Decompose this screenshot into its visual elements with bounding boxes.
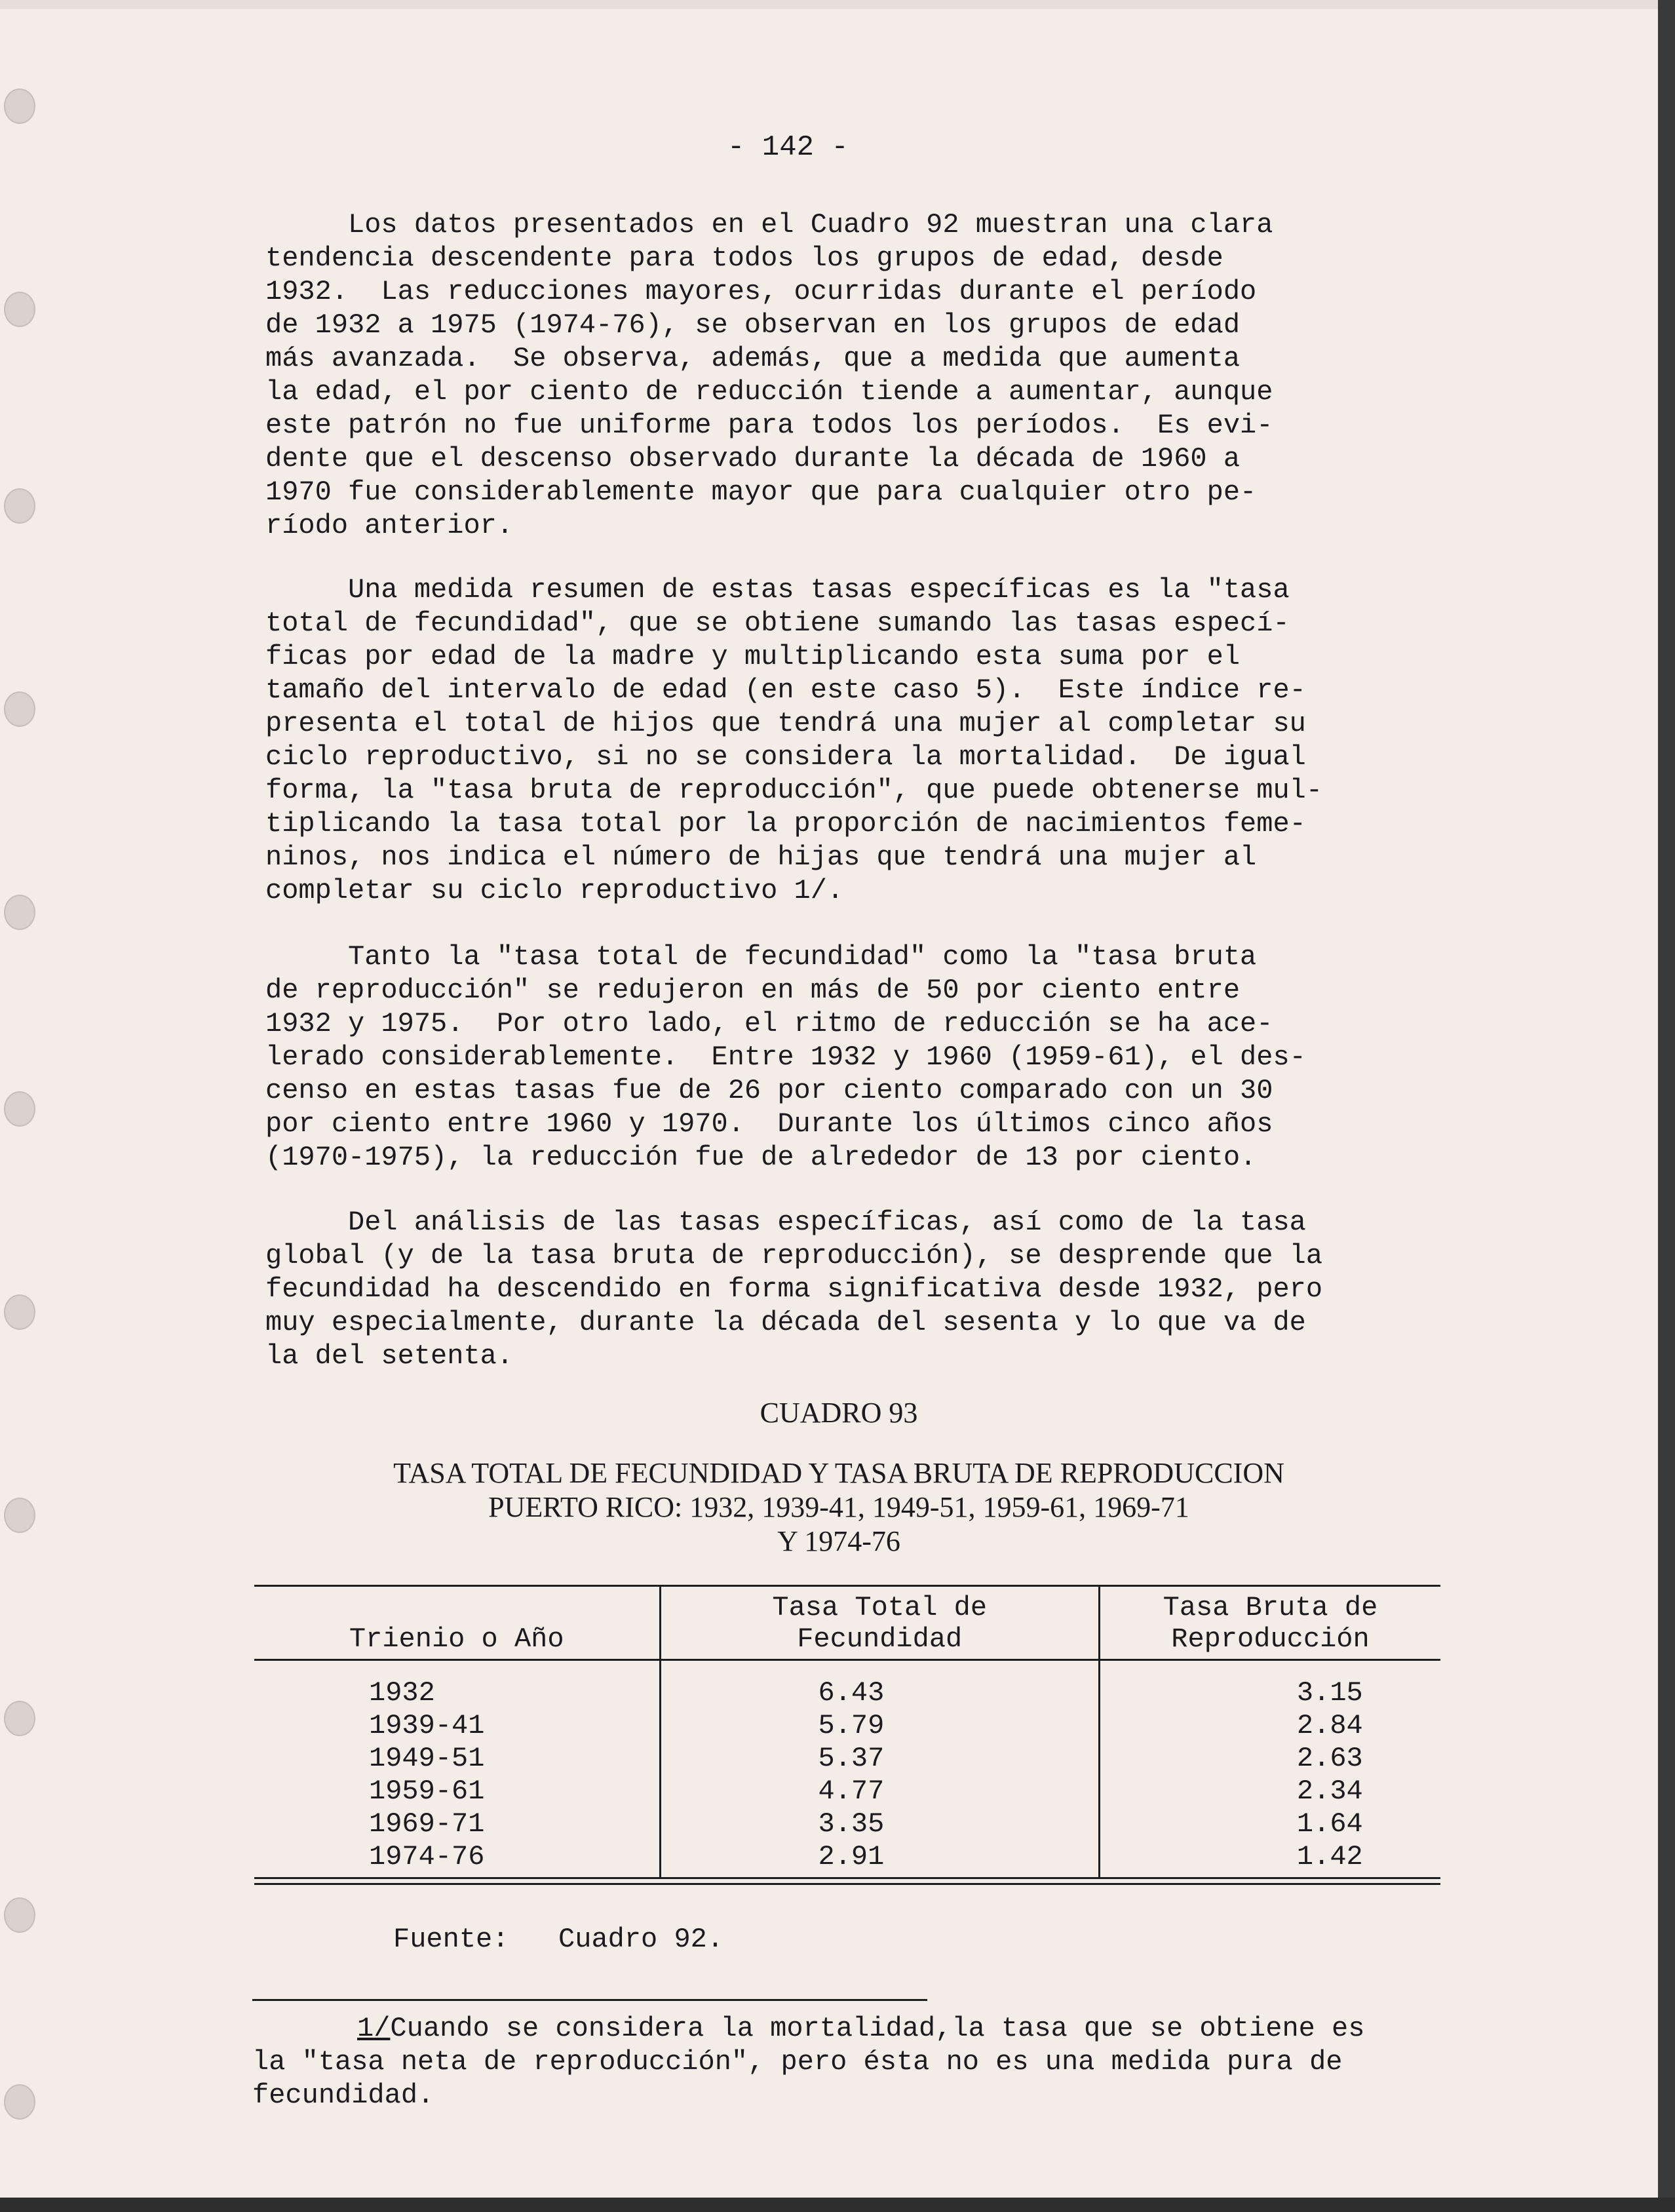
- table-bottom-rule: [254, 1877, 1440, 1885]
- table-row: [254, 1742, 1440, 1775]
- header-tasa-total: Tasa Total de Fecundidad: [660, 1587, 1099, 1660]
- text-line: la del setenta.: [265, 1340, 514, 1372]
- cell-bruta: 3.15: [1099, 1660, 1440, 1710]
- cell-total: 6.43: [660, 1660, 1099, 1710]
- binder-hole: [4, 1091, 35, 1127]
- cell-period: 1949-51: [369, 1743, 485, 1774]
- table-row: [254, 1775, 1440, 1808]
- paragraph-3: [265, 941, 1543, 1174]
- data-table: [254, 1585, 1440, 1885]
- cell-total: 4.77: [660, 1775, 1099, 1808]
- cell-period: 1959-61: [369, 1775, 485, 1807]
- text-line: de reproducción" se redujeron en más de 50 por ciento entre: [265, 975, 1241, 1006]
- table-title-line: PUERTO RICO: 1932, 1939-41, 1949-51, 1959-61, 1969-71: [488, 1491, 1189, 1523]
- text-line: ciclo reproductivo, si no se considera la mortalidad. De igual: [265, 741, 1306, 773]
- footnote-line: fecundidad.: [252, 2080, 434, 2111]
- text-line: ficas por edad de la madre y multiplicando esta suma por el: [265, 641, 1241, 672]
- binder-hole: [4, 88, 35, 124]
- text-line: muy especialmente, durante la década del sesenta y lo que va de: [265, 1307, 1306, 1338]
- cell-period: 1932: [369, 1677, 435, 1709]
- cell-period: 1969-71: [369, 1808, 485, 1840]
- text-line: Del análisis de las tasas específicas, así como de la tasa: [265, 1207, 1306, 1238]
- text-line: Los datos presentados en el Cuadro 92 muestran una clara: [265, 209, 1273, 241]
- paper-right-edge: [1658, 0, 1675, 2212]
- binder-hole: [4, 1294, 35, 1330]
- text-line: dente que el descenso observado durante la década de 1960 a: [265, 443, 1241, 475]
- table-row: [254, 1709, 1440, 1742]
- table-title-line: TASA TOTAL DE FECUNDIDAD Y TASA BRUTA DE REPRODUCCION: [393, 1457, 1284, 1489]
- text-line: global (y de la tasa bruta de reproducción), se desprende que la: [265, 1240, 1323, 1271]
- text-line: más avanzada. Se observa, además, que a medida que aumenta: [265, 343, 1241, 374]
- text-line: por ciento entre 1960 y 1970. Durante los últimos cinco años: [265, 1108, 1273, 1140]
- table-row: [254, 1660, 1440, 1710]
- cell-period: 1974-76: [369, 1841, 485, 1872]
- paper-top-edge: [0, 0, 1675, 9]
- cell-total: 5.37: [660, 1742, 1099, 1775]
- text-line: forma, la "tasa bruta de reproducción", que puede obtenerse mul-: [265, 775, 1323, 806]
- cell-period: 1939-41: [369, 1710, 485, 1741]
- cell-bruta: 2.34: [1099, 1775, 1440, 1808]
- cell-total: 2.91: [660, 1840, 1099, 1877]
- table-source: Fuente: Cuadro 92.: [393, 1924, 724, 1955]
- text-line: completar su ciclo reproductivo 1/.: [265, 875, 844, 906]
- text-line: fecundidad ha descendido en forma significativa desde 1932, pero: [265, 1273, 1323, 1305]
- binder-hole: [4, 1897, 35, 1933]
- binder-hole: [4, 895, 35, 930]
- text-line: tendencia descendente para todos los grupos de edad, desde: [265, 243, 1223, 274]
- paragraph-1: [265, 208, 1543, 543]
- footnote-marker: 1/: [357, 2013, 391, 2044]
- text-line: 1932. Las reducciones mayores, ocurridas durante el período: [265, 276, 1257, 307]
- text-line: la edad, el por ciento de reducción tiende a aumentar, aunque: [265, 376, 1273, 408]
- binder-hole: [4, 1498, 35, 1533]
- text-line: tiplicando la tasa total por la proporción de nacimientos feme-: [265, 808, 1306, 840]
- binder-hole: [4, 292, 35, 327]
- binder-hole: [4, 1701, 35, 1736]
- table-row: [254, 1808, 1440, 1840]
- table-header-row: [254, 1587, 1440, 1660]
- text-line: tamaño del intervalo de edad (en este caso 5). Este índice re-: [265, 674, 1306, 706]
- footnote-rule: [252, 1999, 927, 2001]
- binder-hole: [4, 2084, 35, 2120]
- text-line: 1932 y 1975. Por otro lado, el ritmo de reducción se ha ace-: [265, 1008, 1273, 1039]
- table-label: CUADRO 93: [760, 1397, 918, 1429]
- cell-total: 5.79: [660, 1709, 1099, 1742]
- cell-total: 3.35: [660, 1808, 1099, 1840]
- text-line: ríodo anterior.: [265, 510, 514, 541]
- table-row: [254, 1840, 1440, 1877]
- table-title-line: Y 1974-76: [777, 1525, 900, 1557]
- cell-bruta: 2.63: [1099, 1742, 1440, 1775]
- table-title: [249, 1456, 1429, 1559]
- text-line: lerado considerablemente. Entre 1932 y 1960 (1959-61), el des-: [265, 1041, 1306, 1073]
- cell-bruta: 1.42: [1099, 1840, 1440, 1877]
- text-line: 1970 fue considerablemente mayor que para cualquier otro pe-: [265, 476, 1257, 508]
- paragraph-4: [265, 1206, 1543, 1373]
- footnote-line: la "tasa neta de reproducción", pero ésta no es una medida pura de: [252, 2046, 1343, 2078]
- text-line: Una medida resumen de estas tasas específicas es la "tasa: [265, 574, 1290, 606]
- paper-bottom-edge: [0, 2198, 1675, 2212]
- footnote: [252, 2012, 1563, 2112]
- cell-bruta: 1.64: [1099, 1808, 1440, 1840]
- binder-hole: [4, 488, 35, 524]
- paragraph-2: [265, 573, 1543, 908]
- page-number: - 142 -: [727, 131, 849, 164]
- cell-bruta: 2.84: [1099, 1709, 1440, 1742]
- text-line: total de fecundidad", que se obtiene sumando las tasas especí-: [265, 608, 1290, 639]
- text-line: censo en estas tasas fue de 26 por ciento comparado con un 30: [265, 1075, 1273, 1106]
- header-tasa-bruta: Tasa Bruta de Reproducción: [1099, 1587, 1440, 1660]
- text-line: ninos, nos indica el número de hijas que tendrá una mujer al: [265, 842, 1257, 873]
- text-line: de 1932 a 1975 (1974-76), se observan en los grupos de edad: [265, 309, 1241, 341]
- footnote-line: 1/Cuando se considera la mortalidad,la tasa que se obtiene es: [357, 2013, 1365, 2044]
- text-line: este patrón no fue uniforme para todos los períodos. Es evi-: [265, 410, 1273, 441]
- binder-hole: [4, 691, 35, 727]
- text-line: presenta el total de hijos que tendrá una mujer al completar su: [265, 708, 1306, 739]
- header-period: Trienio o Año: [349, 1623, 564, 1655]
- text-line: Tanto la "tasa total de fecundidad" como la "tasa bruta: [265, 941, 1257, 973]
- text-line: (1970-1975), la reducción fue de alrededor de 13 por ciento.: [265, 1142, 1257, 1173]
